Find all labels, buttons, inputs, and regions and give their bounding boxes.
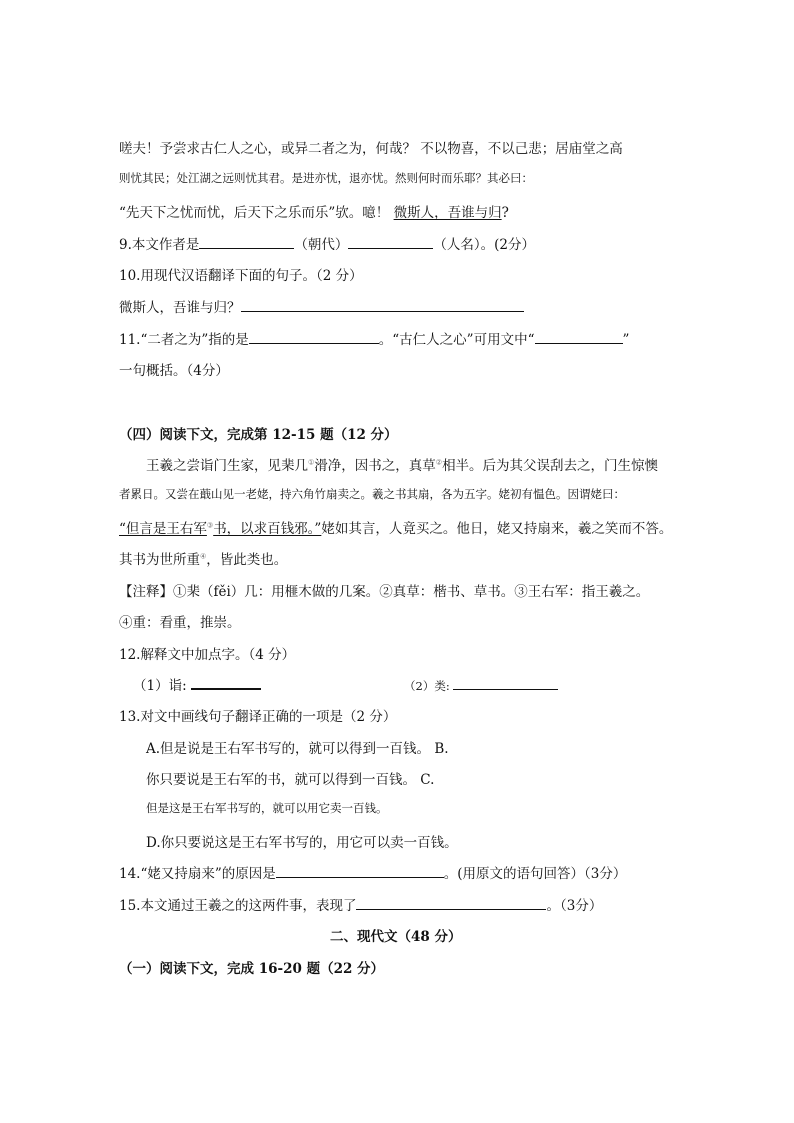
q12-item2-label: （2）类: bbox=[404, 679, 450, 693]
q14-tail: 。(用原文的语句回答）（3分） bbox=[443, 866, 627, 882]
question-11-cont: 一句概括。（4分） bbox=[119, 363, 229, 379]
q9-dynasty-blank[interactable] bbox=[199, 235, 294, 249]
question-13-stem: 13.对文中画线句子翻译正确的一项是（2 分） bbox=[119, 709, 397, 725]
section-4-para-line-2: 者累日。又尝在蕺山见一老姥，持六角竹扇卖之。羲之书其扇，各为五字。姥初有愠色。因谓姥曰： bbox=[119, 487, 625, 501]
question-12-item-1 bbox=[133, 674, 261, 694]
q10-sentence: 微斯人，吾谁与归？ bbox=[119, 300, 241, 316]
passage-line-3 bbox=[119, 201, 509, 221]
para-4-text-b: ，皆此类也。 bbox=[206, 552, 288, 568]
part-2-title: 二、现代文（48 分） bbox=[330, 929, 462, 945]
q14-answer-blank[interactable] bbox=[276, 864, 444, 878]
q12-item1-label: （1）诣: bbox=[133, 678, 187, 694]
question-14 bbox=[119, 862, 626, 882]
para-1-text-c: 相半。后为其父误刮去之，门生惊懊 bbox=[442, 458, 659, 474]
q15-tail: 。（3分） bbox=[546, 898, 603, 914]
notes-line-1: 【注释】①棐（fěi）几：用榧木做的几案。②真草：楷书、草书。③王右军：指王羲之。 bbox=[119, 584, 650, 600]
footnote-mark-1: ① bbox=[308, 458, 315, 467]
para-1-text-a: 王羲之尝诣门生家，见棐几 bbox=[146, 458, 308, 474]
q11-close-quote: ” bbox=[622, 332, 630, 348]
para-1-text-b: 滑净，因书之，真草 bbox=[314, 458, 436, 474]
q9-name-label: （人名）。(2分） bbox=[433, 237, 535, 253]
q11-stem: 11.“二者之为”指的是 bbox=[119, 332, 249, 348]
question-10 bbox=[119, 296, 524, 316]
q11-mid: 。“古仁人之心”可用文中“ bbox=[378, 332, 535, 348]
section-4-heading: （四）阅读下文，完成第 12-15 题（12 分） bbox=[119, 427, 398, 443]
q12-blank-2[interactable] bbox=[453, 676, 558, 690]
q11-blank-2[interactable] bbox=[535, 330, 623, 344]
section-4-para-line-4 bbox=[119, 548, 287, 568]
section-4-para-line-3 bbox=[119, 517, 672, 537]
passage-line-1: 嗟夫！予尝求古仁人之心，或异二者之为，何哉？ 不以物喜，不以己悲；居庙堂之高 bbox=[119, 141, 623, 157]
q12-blank-1[interactable] bbox=[191, 675, 261, 690]
q10-answer-blank[interactable] bbox=[241, 298, 524, 312]
question-12-item-2 bbox=[404, 676, 558, 694]
question-15 bbox=[119, 894, 602, 914]
para-3-rest: 姥如其言，人竟买之。他日，姥又持扇来，羲之笑而不答。 bbox=[321, 521, 673, 537]
question-9 bbox=[119, 233, 535, 253]
underlined-sentence: 微斯人，吾谁与归 bbox=[393, 205, 502, 221]
part-2-subsection-heading: （一）阅读下文，完成 16-20 题（22 分） bbox=[119, 961, 385, 977]
q15-stem: 15.本文通过王羲之的这两件事，表现了 bbox=[119, 898, 357, 914]
q9-name-blank[interactable] bbox=[348, 235, 433, 249]
q13-option-d: D.你只要说这是王右军书写的，用它可以卖一百钱。 bbox=[146, 835, 458, 851]
q11-blank-1[interactable] bbox=[249, 330, 379, 344]
underlined-line-b: 书，以求百钱邪。” bbox=[213, 521, 322, 537]
q14-stem: 14.“姥又持扇来”的原因是 bbox=[119, 866, 276, 882]
para-4-text-a: 其书为世所重 bbox=[119, 552, 200, 568]
footnote-mark-4: ④ bbox=[200, 552, 207, 561]
q9-stem: 9.本文作者是 bbox=[119, 237, 200, 253]
footnote-mark-2: ② bbox=[435, 458, 443, 467]
passage-line-2: 则忧其民；处江湖之远则忧其君。是进亦忧，退亦忧。然则何时而乐耶？其必曰： bbox=[119, 171, 533, 185]
notes-line-2: ④重：看重，推崇。 bbox=[119, 615, 241, 631]
passage-line-3-text: “先天下之忧而忧，后天下之乐而乐”欤。噫！ bbox=[119, 205, 394, 221]
section-4-para-line-1 bbox=[146, 454, 658, 474]
q9-dynasty-label: （朝代） bbox=[294, 237, 349, 253]
footnote-mark-3: ③ bbox=[206, 521, 214, 530]
q13-option-c: 但是这是王右军书写的，就可以用它卖一百钱。 bbox=[146, 801, 388, 815]
q13-option-b: 你只要说是王右军的书，就可以得到一百钱。 C. bbox=[146, 772, 435, 788]
question-12-stem: 12.解释文中加点字。（4 分） bbox=[119, 647, 296, 663]
q13-option-a: A.但是说是王右军书写的，就可以得到一百钱。 B. bbox=[146, 741, 449, 757]
underlined-line-a: “但言是王右军 bbox=[119, 521, 207, 537]
question-11 bbox=[119, 328, 629, 348]
passage-line-3-end: ? bbox=[501, 205, 509, 221]
q15-answer-blank[interactable] bbox=[356, 896, 546, 910]
question-10-stem: 10.用现代汉语翻译下面的句子。（2 分） bbox=[119, 268, 363, 284]
